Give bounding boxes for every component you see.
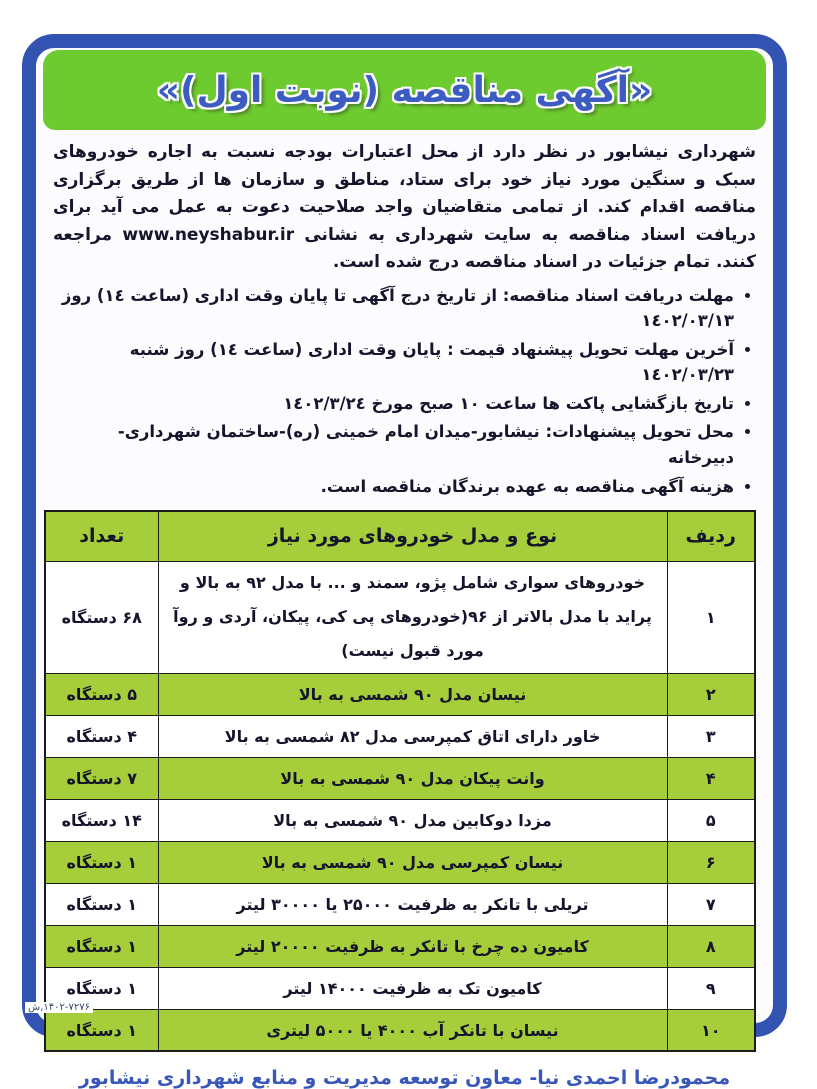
- terms-list-item-text: تاریخ بازگشایی پاکت ها ساعت ١٠ صبح مورخ ١٤٠٢/٣/٢٤: [283, 393, 734, 413]
- terms-list-item: [53, 391, 756, 417]
- terms-list-item-text: هزینه آگهی مناقصه به عهده برندگان مناقصه است.: [320, 476, 734, 496]
- count-cell: ۱ دستگاه: [45, 967, 158, 1009]
- table-row: [45, 673, 755, 715]
- table-header-row: [45, 511, 755, 561]
- bullet-dot-icon: [745, 293, 750, 298]
- vehicle-type-cell: نیسان با تانکر آب ۴۰۰۰ یا ۵۰۰۰ لیتری: [158, 1009, 667, 1051]
- vehicle-type-cell: خودروهای سواری شامل پژو، سمند و ... با مدل ۹۲ به بالا و پراید با مدل بالاتر از ۹۶(خودروهای پی کی، پیکان، آردی و روآ مورد قبول نیست): [158, 561, 667, 673]
- terms-list-item: [53, 337, 756, 388]
- row-number-cell: ۷: [667, 883, 755, 925]
- row-number-cell: ۶: [667, 841, 755, 883]
- vehicle-type-cell: کامیون تک به ظرفیت ۱۴۰۰۰ لیتر: [158, 967, 667, 1009]
- page-title: «آگهی مناقصه (نوبت اول)»: [156, 69, 653, 111]
- vehicle-type-cell: نیسان کمپرسی مدل ۹۰ شمسی به بالا: [158, 841, 667, 883]
- vehicle-type-cell: کامیون ده چرخ با تانکر به ظرفیت ۲۰۰۰۰ لیتر: [158, 925, 667, 967]
- table-row: [45, 883, 755, 925]
- terms-list-item-text: محل تحویل پیشنهادات: نیشابور-میدان امام خمینی (ره)-ساختمان شهرداری-دبیرخانه: [117, 422, 734, 468]
- row-number-cell: ۴: [667, 757, 755, 799]
- bullet-dot-icon: [745, 401, 750, 406]
- title-banner: [43, 50, 766, 130]
- row-number-cell: ۲: [667, 673, 755, 715]
- row-number-cell: ۹: [667, 967, 755, 1009]
- table-row: [45, 1009, 755, 1051]
- bullet-dot-icon: [745, 347, 750, 352]
- table-row: [45, 757, 755, 799]
- terms-list-item-text: مهلت دریافت اسناد مناقصه: از تاریخ درج آگهی تا پایان وقت اداری (ساعت ١٤) روز ١٤٠٢/٠٣/١٣: [61, 285, 734, 331]
- bullet-dot-icon: [745, 429, 750, 434]
- count-cell: ۱ دستگاه: [45, 1009, 158, 1051]
- col-header-row-number: ردیف: [667, 511, 755, 561]
- table-row: [45, 967, 755, 1009]
- terms-list-item: [53, 419, 756, 470]
- vehicle-type-cell: وانت پیکان مدل ۹۰ شمسی به بالا: [158, 757, 667, 799]
- row-number-cell: ۵: [667, 799, 755, 841]
- notice-body: [36, 130, 773, 1089]
- count-cell: ۱۴ دستگاه: [45, 799, 158, 841]
- count-cell: ۶۸ دستگاه: [45, 561, 158, 673]
- terms-list: [53, 283, 756, 500]
- vehicle-type-cell: مزدا دوکابین مدل ۹۰ شمسی به بالا: [158, 799, 667, 841]
- ad-tracking-code: ش,۱۴۰۲-۷۲۷۶: [25, 1002, 93, 1013]
- table-row: [45, 925, 755, 967]
- row-number-cell: ۱: [667, 561, 755, 673]
- bullet-dot-icon: [745, 484, 750, 489]
- count-cell: ۱ دستگاه: [45, 883, 158, 925]
- count-cell: ۱ دستگاه: [45, 925, 158, 967]
- col-header-vehicle-type: نوع و مدل خودروهای مورد نیاز: [158, 511, 667, 561]
- table-row: [45, 715, 755, 757]
- row-number-cell: ۳: [667, 715, 755, 757]
- vehicle-type-cell: نیسان مدل ۹۰ شمسی به بالا: [158, 673, 667, 715]
- intro-paragraph: شهرداری نیشابور در نظر دارد از محل اعتبارات بودجه نسبت به اجاره خودروهای سبک و سنگین مورد نیاز خود برای ستاد، مناطق و سازمان ها از طریق برگزاری مناقصه اقدام کند. از تمامی متقاضیان واجد صلاحیت دعوت به عمل می آید برای دریافت اسناد مناقصه به سایت شهرداری به نشانی www.neyshabur.ir مراجعه کنند. تمام جزئیات در اسناد مناقصه درج شده است.: [53, 142, 756, 273]
- row-number-cell: ۱۰: [667, 1009, 755, 1051]
- terms-list-item: [53, 283, 756, 334]
- count-cell: ۷ دستگاه: [45, 757, 158, 799]
- row-number-cell: ۸: [667, 925, 755, 967]
- count-cell: ۴ دستگاه: [45, 715, 158, 757]
- table-row: [45, 799, 755, 841]
- signature-line: محمودرضا احمدی نیا- معاون توسعه مدیریت و منابع شهرداری نیشابور: [78, 1067, 731, 1089]
- count-cell: ۱ دستگاه: [45, 841, 158, 883]
- vehicle-type-cell: تریلی با تانکر به ظرفیت ۲۵۰۰۰ یا ۳۰۰۰۰ لیتر: [158, 883, 667, 925]
- table-row: [45, 841, 755, 883]
- terms-list-item: [53, 474, 756, 500]
- table-row: [45, 561, 755, 673]
- vehicle-type-cell: خاور دارای اتاق کمپرسی مدل ۸۲ شمسی به بالا: [158, 715, 667, 757]
- count-cell: ۵ دستگاه: [45, 673, 158, 715]
- terms-list-item-text: آخرین مهلت تحویل پیشنهاد قیمت : پایان وقت اداری (ساعت ١٤) روز شنبه ١٤٠٢/٠٣/٢٣: [129, 339, 734, 385]
- col-header-count: تعداد: [45, 511, 158, 561]
- vehicles-table: [44, 510, 756, 1052]
- notice-frame: [22, 34, 787, 1089]
